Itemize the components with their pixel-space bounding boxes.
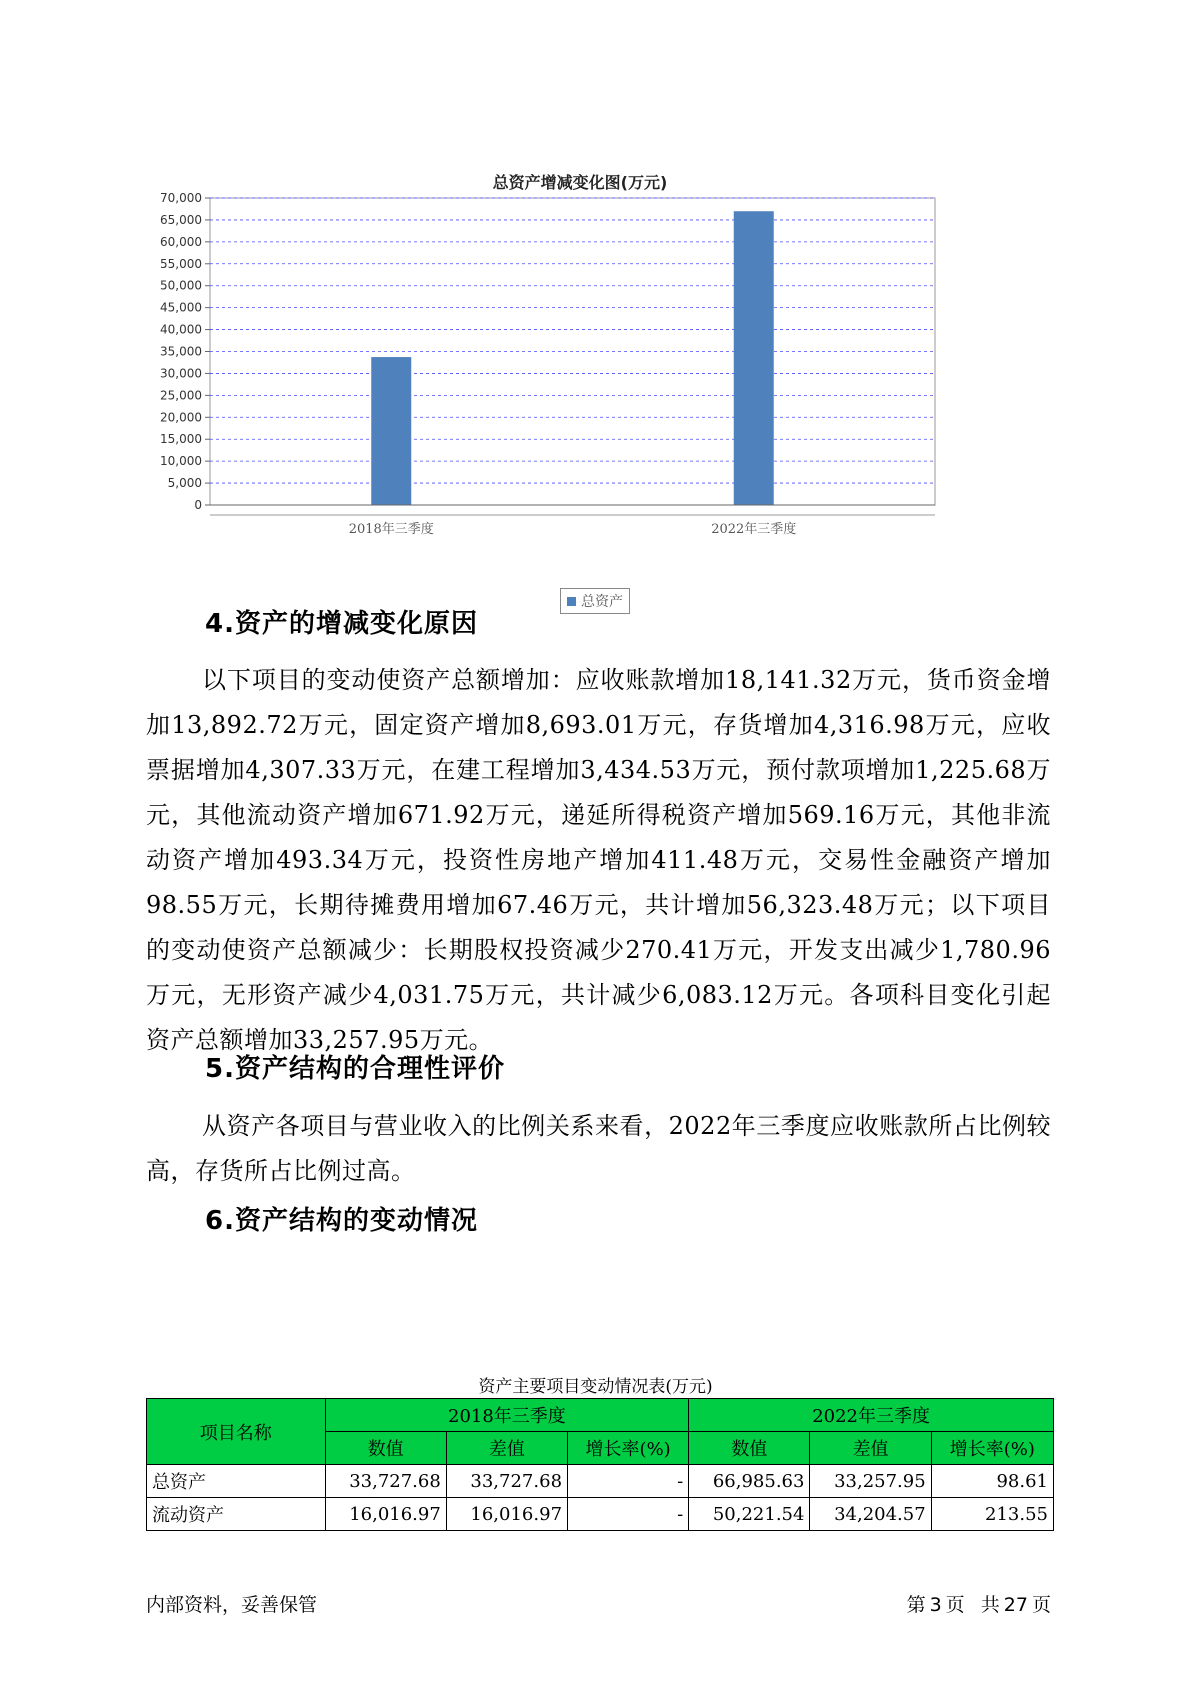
table-row	[147, 1498, 1054, 1531]
total-suffix: 页	[1031, 1594, 1051, 1616]
cell-value: 33,727.68	[325, 1465, 446, 1498]
cell-rate: 213.55	[931, 1498, 1053, 1531]
col-period-2022: 2022年三季度	[689, 1399, 1054, 1432]
total-prefix: 共	[980, 1594, 1000, 1616]
cell-diff: 33,727.68	[446, 1465, 567, 1498]
y-tick-label: 20,000	[160, 410, 202, 425]
asset-change-table	[146, 1398, 1054, 1531]
bar	[734, 211, 774, 505]
y-tick-label: 25,000	[160, 388, 202, 403]
col-rate-2022: 增长率(%)	[931, 1432, 1053, 1465]
total-num: 27	[1003, 1594, 1028, 1616]
legend-swatch	[567, 597, 576, 606]
chart-title: 总资产增减变化图(万元)	[492, 173, 668, 192]
col-value-2022: 数值	[689, 1432, 810, 1465]
footer-confidential: 内部资料，妥善保管	[146, 1594, 318, 1616]
y-tick-label: 50,000	[160, 278, 202, 293]
y-tick-label: 0	[194, 498, 202, 512]
cell-diff: 16,016.97	[446, 1498, 567, 1531]
row-name: 总资产	[147, 1465, 326, 1498]
chart-legend	[560, 588, 630, 614]
y-tick-label: 55,000	[160, 256, 202, 271]
page-mid: 页	[945, 1594, 965, 1616]
col-item-name: 项目名称	[147, 1399, 326, 1465]
table-caption: 资产主要项目变动情况表(万元)	[478, 1377, 713, 1397]
col-diff-2022: 差值	[810, 1432, 931, 1465]
y-tick-label: 40,000	[160, 322, 202, 337]
y-tick-label: 60,000	[160, 234, 202, 249]
section-4-heading: 4.资产的增减变化原因	[205, 609, 478, 639]
chart-canvas	[140, 160, 1020, 620]
y-tick-label: 5,000	[167, 476, 202, 491]
page-num: 3	[929, 1594, 942, 1616]
section-4-paragraph: 以下项目的变动使资产总额增加：应收账款增加18,141.32万元，货币资金增加13,892.72万元，固定资产增加8,693.01万元，存货增加4,316.98万元，应收票据增加4,307.33万元，在建工程增加3,434.53万元，预付款项增加1,225.68万元，其他流动资产增加671.92万元，递延所得税资产增加569.16万元，其他非流动资产增加493.34万元，投资性房地产增加411.48万元，交易性金融资产增加98.55万元，长期待摊费用增加67.46万元，共计增加56,323.48万元；以下项目的变动使资产总额减少：长期股权投资减少270.41万元，开发支出减少1,780.96万元，无形资产减少4,031.75万元，共计减少6,083.12万元。各项科目变化引起资产总额增加33,257.95万元。	[146, 666, 1051, 1054]
y-tick-label: 65,000	[160, 212, 202, 227]
cell-rate: 98.61	[931, 1465, 1053, 1498]
cell-diff: 33,257.95	[810, 1465, 931, 1498]
col-rate-2018: 增长率(%)	[568, 1432, 689, 1465]
section-6-heading: 6.资产结构的变动情况	[205, 1206, 478, 1236]
y-tick-label: 30,000	[160, 366, 202, 381]
section-5-heading: 5.资产结构的合理性评价	[205, 1054, 505, 1084]
cell-value: 50,221.54	[689, 1498, 810, 1531]
row-name: 流动资产	[147, 1498, 326, 1531]
bar	[371, 357, 411, 505]
section-5-paragraph: 从资产各项目与营业收入的比例关系来看，2022年三季度应收账款所占比例较高，存货所占比例过高。	[146, 1112, 1051, 1185]
y-tick-label: 10,000	[160, 454, 202, 469]
table-row	[147, 1465, 1054, 1498]
col-value-2018: 数值	[325, 1432, 446, 1465]
y-tick-label: 45,000	[160, 300, 202, 315]
cell-value: 16,016.97	[325, 1498, 446, 1531]
asset-change-chart	[140, 160, 1020, 620]
cell-diff: 34,204.57	[810, 1498, 931, 1531]
y-tick-label: 35,000	[160, 344, 202, 359]
col-period-2018: 2018年三季度	[325, 1399, 689, 1432]
cell-rate: -	[568, 1498, 689, 1531]
legend-label: 总资产	[581, 594, 623, 610]
y-tick-label: 70,000	[160, 191, 202, 205]
y-tick-label: 15,000	[160, 432, 202, 447]
cell-rate: -	[568, 1465, 689, 1498]
x-tick-label: 2022年三季度	[711, 522, 797, 537]
footer-page-number	[905, 1590, 1053, 1617]
page-prefix: 第	[906, 1594, 926, 1616]
x-tick-label: 2018年三季度	[348, 522, 434, 537]
cell-value: 66,985.63	[689, 1465, 810, 1498]
col-diff-2018: 差值	[446, 1432, 567, 1465]
